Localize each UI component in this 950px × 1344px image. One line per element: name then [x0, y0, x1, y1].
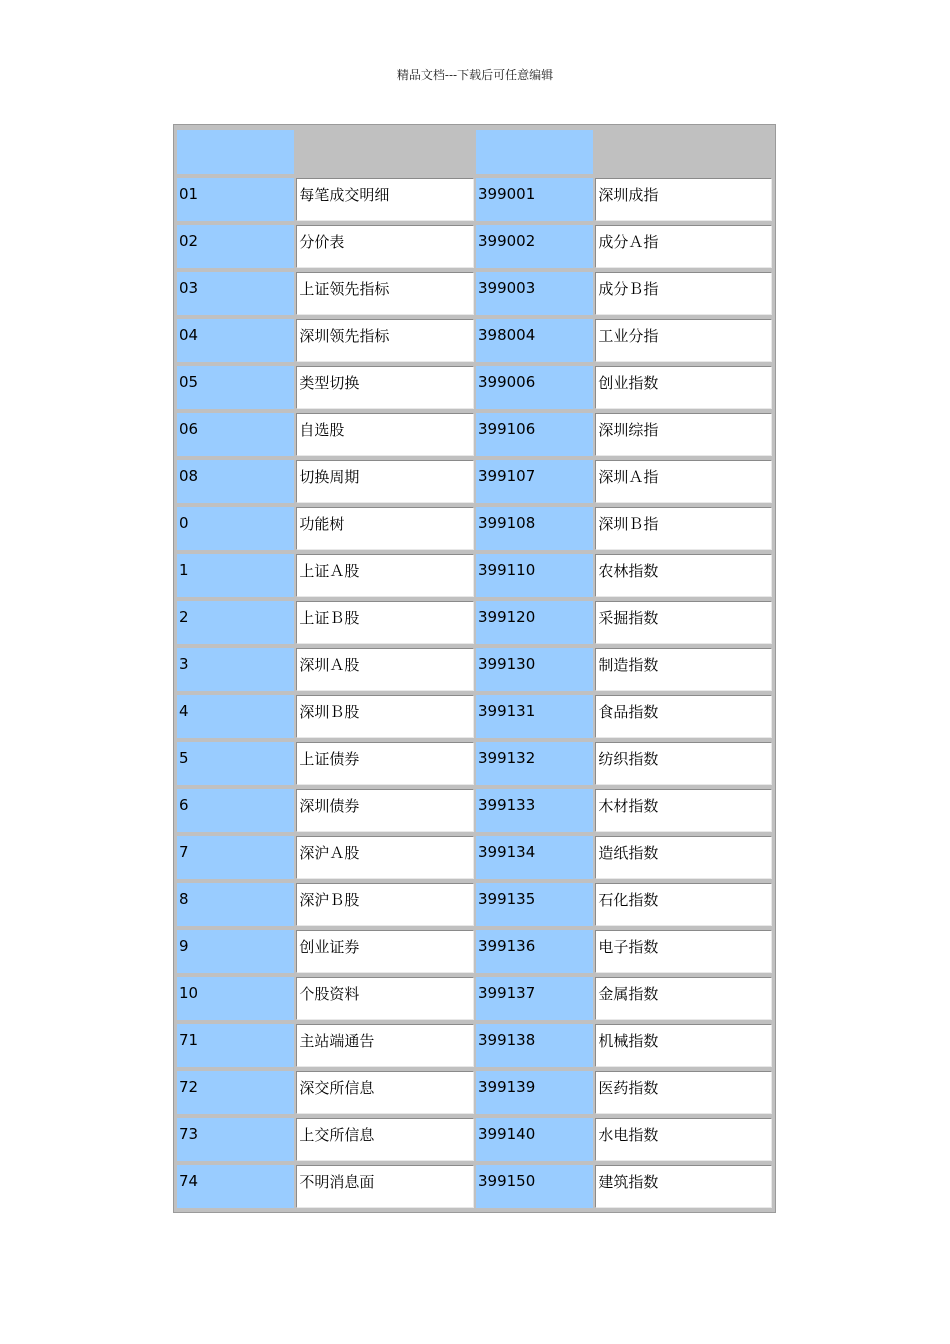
table-row [177, 1165, 772, 1208]
cell-index-name: 建筑指数 [595, 1165, 772, 1208]
cell-index-name: 深圳成指 [595, 178, 772, 221]
cell-index-name: 深圳综指 [595, 413, 772, 456]
table-row [177, 601, 772, 644]
cell-shortcut-code: 6 [177, 789, 294, 832]
cell-index-name: 农林指数 [595, 554, 772, 597]
cell-function-name: 上证债券 [296, 742, 474, 785]
cell-function-name: 上证领先指标 [296, 272, 474, 315]
cell-shortcut-code: 06 [177, 413, 294, 456]
cell-function-name: 主站端通告 [296, 1024, 474, 1067]
cell-shortcut-code: 03 [177, 272, 294, 315]
cell-index-code: 399136 [476, 930, 593, 973]
cell-function-name: 深沪Ａ股 [296, 836, 474, 879]
cell-function-name: 深圳Ｂ股 [296, 695, 474, 738]
table-row [177, 413, 772, 456]
cell-index-code: 399120 [476, 601, 593, 644]
cell-index-name: 制造指数 [595, 648, 772, 691]
cell-index-code: 399001 [476, 178, 593, 221]
cell-shortcut-code: 74 [177, 1165, 294, 1208]
cell-shortcut-code: 5 [177, 742, 294, 785]
cell-shortcut-code: 2 [177, 601, 294, 644]
cell-function-name: 每笔成交明细 [296, 178, 474, 221]
cell-shortcut-code: 0 [177, 507, 294, 550]
cell-index-name: 工业分指 [595, 319, 772, 362]
table-row [177, 742, 772, 785]
cell-function-name: 个股资料 [296, 977, 474, 1020]
cell-index-name: 木材指数 [595, 789, 772, 832]
cell-function-name: 创业证券 [296, 930, 474, 973]
header-cell-index-code [476, 130, 593, 174]
cell-function-name: 深圳领先指标 [296, 319, 474, 362]
cell-index-code: 399107 [476, 460, 593, 503]
table-row [177, 977, 772, 1020]
table-row [177, 930, 772, 973]
cell-shortcut-code: 04 [177, 319, 294, 362]
cell-index-code: 399110 [476, 554, 593, 597]
cell-function-name: 分价表 [296, 225, 474, 268]
cell-function-name: 深圳Ａ股 [296, 648, 474, 691]
cell-index-name: 食品指数 [595, 695, 772, 738]
cell-index-code: 399132 [476, 742, 593, 785]
table-row [177, 225, 772, 268]
cell-index-code: 399006 [476, 366, 593, 409]
cell-index-name: 创业指数 [595, 366, 772, 409]
cell-shortcut-code: 7 [177, 836, 294, 879]
cell-shortcut-code: 8 [177, 883, 294, 926]
cell-function-name: 功能树 [296, 507, 474, 550]
cell-function-name: 不明消息面 [296, 1165, 474, 1208]
cell-shortcut-code: 9 [177, 930, 294, 973]
table-body [177, 130, 772, 1208]
cell-index-name: 电子指数 [595, 930, 772, 973]
table-row [177, 460, 772, 503]
cell-function-name: 深沪Ｂ股 [296, 883, 474, 926]
cell-index-code: 399137 [476, 977, 593, 1020]
cell-index-code: 399150 [476, 1165, 593, 1208]
cell-function-name: 切换周期 [296, 460, 474, 503]
cell-shortcut-code: 05 [177, 366, 294, 409]
table-row [177, 1024, 772, 1067]
cell-function-name: 上交所信息 [296, 1118, 474, 1161]
cell-index-name: 纺织指数 [595, 742, 772, 785]
table-row [177, 1118, 772, 1161]
table-row [177, 272, 772, 315]
cell-index-code: 399138 [476, 1024, 593, 1067]
cell-index-code: 399130 [476, 648, 593, 691]
header-cell-code [177, 130, 294, 174]
header-cell-index-name [595, 130, 772, 174]
cell-index-code: 399140 [476, 1118, 593, 1161]
cell-index-code: 399108 [476, 507, 593, 550]
table-row [177, 648, 772, 691]
cell-index-name: 采掘指数 [595, 601, 772, 644]
cell-function-name: 上证Ａ股 [296, 554, 474, 597]
cell-index-code: 399003 [476, 272, 593, 315]
cell-shortcut-code: 02 [177, 225, 294, 268]
cell-function-name: 上证Ｂ股 [296, 601, 474, 644]
cell-shortcut-code: 71 [177, 1024, 294, 1067]
cell-shortcut-code: 08 [177, 460, 294, 503]
cell-function-name: 自选股 [296, 413, 474, 456]
table-row [177, 366, 772, 409]
cell-index-name: 造纸指数 [595, 836, 772, 879]
cell-index-name: 成分Ｂ指 [595, 272, 772, 315]
cell-shortcut-code: 3 [177, 648, 294, 691]
table-row [177, 789, 772, 832]
cell-index-name: 水电指数 [595, 1118, 772, 1161]
cell-index-name: 机械指数 [595, 1024, 772, 1067]
cell-index-code: 399106 [476, 413, 593, 456]
cell-index-name: 金属指数 [595, 977, 772, 1020]
cell-index-name: 医药指数 [595, 1071, 772, 1114]
cell-function-name: 深交所信息 [296, 1071, 474, 1114]
table-row [177, 178, 772, 221]
cell-shortcut-code: 73 [177, 1118, 294, 1161]
cell-index-code: 399131 [476, 695, 593, 738]
cell-index-name: 成分Ａ指 [595, 225, 772, 268]
header-cell-function [296, 130, 474, 174]
shortcut-code-table [175, 126, 774, 1212]
table-row [177, 695, 772, 738]
table-row [177, 883, 772, 926]
cell-shortcut-code: 72 [177, 1071, 294, 1114]
table-row [177, 1071, 772, 1114]
table-row [177, 319, 772, 362]
cell-index-code: 399139 [476, 1071, 593, 1114]
cell-index-code: 398004 [476, 319, 593, 362]
table-row [177, 507, 772, 550]
cell-function-name: 深圳债券 [296, 789, 474, 832]
cell-index-name: 石化指数 [595, 883, 772, 926]
cell-shortcut-code: 10 [177, 977, 294, 1020]
cell-index-code: 399133 [476, 789, 593, 832]
cell-function-name: 类型切换 [296, 366, 474, 409]
page-header-note: 精品文档---下载后可任意编辑 [396, 68, 554, 82]
cell-shortcut-code: 01 [177, 178, 294, 221]
table-header-row [177, 130, 772, 174]
cell-shortcut-code: 4 [177, 695, 294, 738]
cell-index-code: 399135 [476, 883, 593, 926]
cell-shortcut-code: 1 [177, 554, 294, 597]
cell-index-code: 399134 [476, 836, 593, 879]
table-row [177, 554, 772, 597]
table-row [177, 836, 772, 879]
cell-index-code: 399002 [476, 225, 593, 268]
cell-index-name: 深圳Ａ指 [595, 460, 772, 503]
cell-index-name: 深圳Ｂ指 [595, 507, 772, 550]
